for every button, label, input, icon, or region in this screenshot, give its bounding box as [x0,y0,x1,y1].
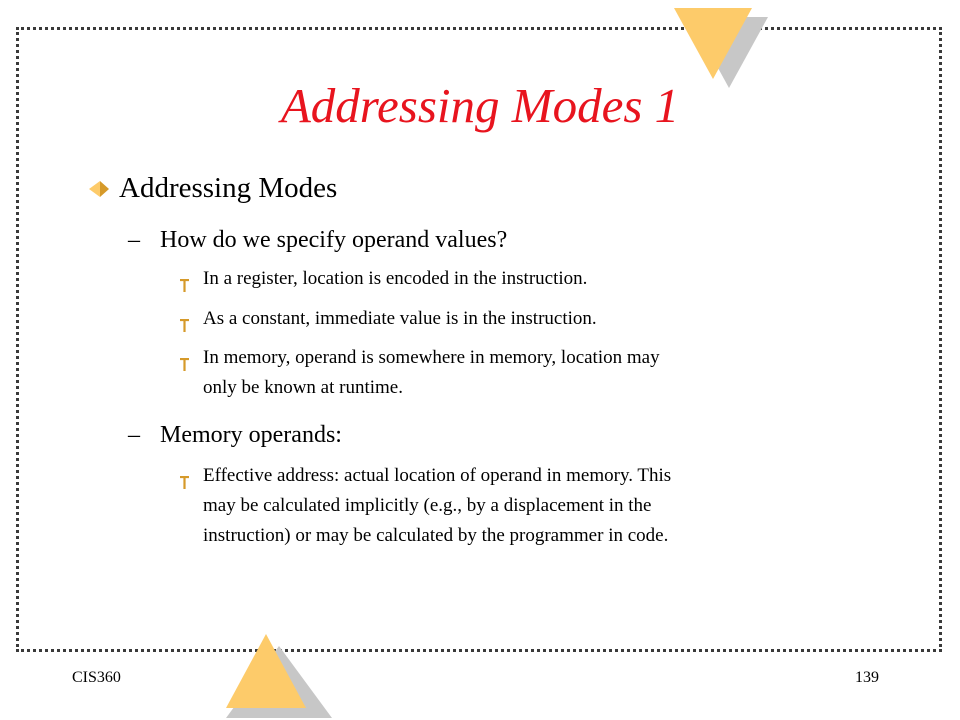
small-t-bullet-icon [180,352,189,382]
sub-bullet-label: Memory operands: [160,422,342,448]
small-t-bullet-icon [180,470,189,500]
sub-bullet-memory-operands [128,420,342,450]
dash-bullet: – [128,422,140,448]
item-line: As a constant, immediate value is in the instruction. [203,308,597,329]
item-line: Effective address: actual location of operand in memory. This [203,465,672,486]
dash-bullet: – [128,227,140,253]
small-t-bullet-icon [180,313,189,343]
sub-bullet-operand-values [128,225,507,255]
item-line: only be known at runtime. [203,377,403,398]
item-line: In memory, operand is somewhere in memory, location may [203,347,660,368]
item-line: In a register, location is encoded in the instruction. [203,268,588,289]
up-triangle-icon [222,628,334,720]
diamond-bullet-icon [87,179,111,199]
item-line: instruction) or may be calculated by the programmer in code. [203,525,669,546]
slide-title: Addressing Modes 1 [280,78,680,133]
footer-page-number: 139 [855,669,879,686]
footer-course: CIS360 [72,669,121,686]
small-t-bullet-icon [180,273,189,303]
heading-text: Addressing Modes [119,172,338,204]
item-line: may be calculated implicitly (e.g., by a displacement in the [203,495,652,516]
sub-bullet-label: How do we specify operand values? [160,227,508,253]
